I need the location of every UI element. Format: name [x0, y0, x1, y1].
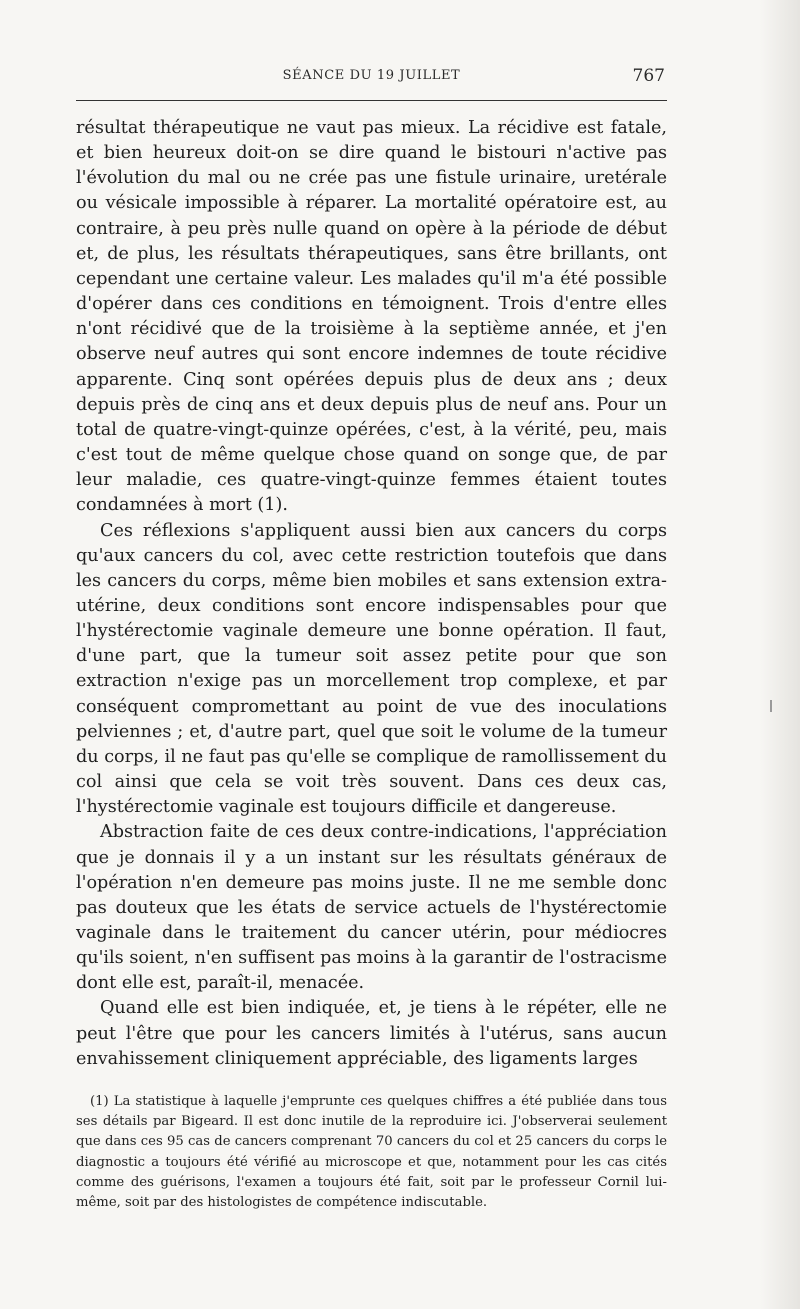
- paragraph-4: Quand elle est bien indiquée, et, je tiens à le répéter, elle ne peut l'être que pour les cancers limités à l'utérus, sans aucun envahissement cliniquement appréciable, des ligaments larges: [76, 998, 667, 1069]
- margin-mark: [770, 700, 772, 712]
- body-text: [76, 116, 667, 1072]
- page-header: [76, 60, 667, 100]
- paragraph-3: Abstraction faite de ces deux contre-indications, l'appréciation que je donnais il y a un instant sur les résultats généraux de l'opération n'en demeure pas moins juste. Il ne me semble donc pas douteux que les états de service actuels de l'hystérectomie vaginale dans le traitement du cancer utérin, pour médiocres qu'ils soient, n'en suffisent pas moins à la garantir de l'ostracisme dont elle est, paraît-il, menacée.: [76, 822, 667, 994]
- page-number: 767: [632, 66, 665, 86]
- footnote: [76, 1092, 667, 1213]
- header-rule: [76, 100, 667, 101]
- document-page: [76, 60, 667, 1213]
- page-edge-shadow: [760, 0, 800, 1309]
- running-head: SÉANCE DU 19 JUILLET: [282, 68, 461, 83]
- footnote-text: (1) La statistique à laquelle j'emprunte ces quelques chiffres a été publiée dans tous ses détails par Bigeard. Il est donc inutile de la reproduire ici. J'observerai seulement que dans ces 95 cas de cancers comprenant 70 cancers du col et 25 cancers du corps le diagnostic a toujours été vérifié au microscope et que, notamment pour les cas cités comme des guérisons, l'examen a toujours été fait, soit par le professeur Cornil lui-même, soit par des histologistes de compétence indiscutable.: [76, 1093, 667, 1210]
- paragraph-2: Ces réflexions s'appliquent aussi bien aux cancers du corps qu'aux cancers du col, avec cette restriction toutefois que dans les cancers du corps, même bien mobiles et sans extension extra-utérine, deux conditions sont encore indispensables pour que l'hystérectomie vaginale demeure une bonne opération. Il faut, d'une part, que la tumeur soit assez petite pour que son extraction n'exige pas un morcellement trop complexe, et par conséquent compromettant au point de vue des inoculations pelviennes ; et, d'autre part, quel que soit le volume de la tumeur du corps, il ne faut pas qu'elle se complique de ramollissement du col ainsi que cela se voit très souvent. Dans ces deux cas, l'hystérectomie vaginale est toujours difficile et dangereuse.: [76, 520, 667, 818]
- paragraph-1: résultat thérapeutique ne vaut pas mieux. La récidive est fatale, et bien heureux doit-on se dire quand le bistouri n'active pas l'évolution du mal ou ne crée pas une fistule urinaire, uretérale ou vésicale impossible à réparer. La mortalité opératoire est, au contraire, à peu près nulle quand on opère à la période de début et, de plus, les résultats thérapeutiques, sans être brillants, ont cependant une certaine valeur. Les malades qu'il m'a été possible d'opérer dans ces conditions en témoignent. Trois d'entre elles n'ont récidivé que de la troisième à la septième année, et j'en observe neuf autres qui sont encore indemnes de toute récidive apparente. Cinq sont opérées depuis plus de deux ans ; deux depuis près de cinq ans et deux depuis plus de neuf ans. Pour un total de quatre-vingt-quinze opérées, c'est, à la vérité, peu, mais c'est tout de même quelque chose quand on songe que, de par leur maladie, ces quatre-vingt-quinze femmes étaient toutes condamnées à mort (1).: [76, 118, 667, 516]
